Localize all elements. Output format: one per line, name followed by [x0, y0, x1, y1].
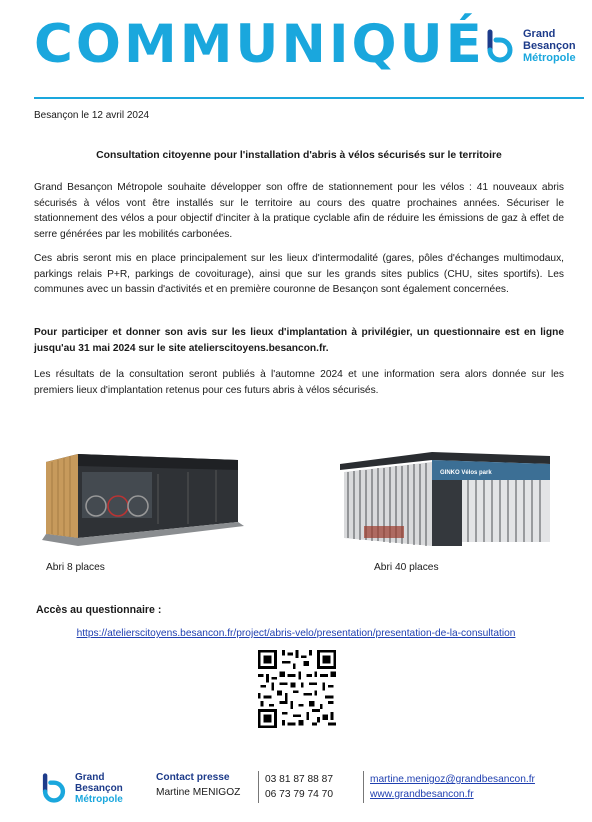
- phone-landline: 03 81 87 88 87: [265, 774, 333, 785]
- logo-line-grand: Grand: [523, 28, 556, 40]
- paragraph-results: Les résultats de la consultation seront publiés à l'automne 2024 et une information sera alors donnée sur les premiers lieux d'implantation retenus pour ces futurs abris à vélos sécurisés.: [34, 369, 564, 396]
- footer-divider: [363, 771, 364, 803]
- paragraph-participation: Pour participer et donner son avis sur les lieux d'implantation à privilégier, un questionnaire est en ligne jusqu'au 31 mai 2024 sur le site atelierscitoyens.besancon.fr.: [34, 327, 564, 354]
- logo-line-metropole: Métropole: [523, 52, 576, 64]
- qr-code-icon: [258, 650, 336, 728]
- caption-shelter-8: Abri 8 places: [46, 562, 105, 573]
- footer-logo-line-grand: Grand: [75, 772, 105, 783]
- b-logo-icon: [38, 772, 70, 804]
- bike-shelter-8-image: [38, 450, 246, 550]
- access-label: Accès au questionnaire :: [36, 604, 162, 616]
- sign-text: GINKO Vélos park: [440, 470, 492, 476]
- phone-numbers: [265, 772, 333, 802]
- b-logo-icon: [482, 28, 518, 64]
- grand-besancon-logo: [482, 26, 576, 70]
- document-title: COMMUNIQUÉ: [34, 14, 485, 75]
- document-date: Besançon le 12 avril 2024: [34, 110, 150, 121]
- contact-press-label: Contact presse: [156, 772, 230, 783]
- contact-links: [370, 772, 535, 802]
- paragraph-locations: Ces abris seront mis en place principalement sur les lieux d'intermodalité (gares, pôles d'échanges multimodaux, parkings relais P+R, parkings de covoiturage), ainsi que sur les grands sites publics (CHU, sites sportifs). Les communes avec un bassin d'activités et en première couronne de Besançon sont également concernées.: [34, 253, 564, 296]
- footer-divider: [258, 771, 259, 803]
- phone-mobile: 06 73 79 74 70: [265, 789, 333, 800]
- document-subject: Consultation citoyenne pour l'installation d'abris à vélos sécurisés sur le territoire: [96, 150, 502, 161]
- footer-logo-line-besancon: Besançon: [75, 783, 123, 794]
- email-link[interactable]: martine.menigoz@grandbesancon.fr: [370, 774, 535, 785]
- bike-shelter-40-image: [336, 446, 556, 554]
- footer-logo: [38, 768, 138, 812]
- logo-line-besancon: Besançon: [523, 40, 576, 52]
- website-link[interactable]: www.grandbesancon.fr: [370, 789, 474, 800]
- paragraph-intro: Grand Besançon Métropole souhaite développer son offre de stationnement pour les vélos : 41 nouveaux abris sécurisés à vélos vont être installés sur le territoire au cours des quatre prochaines années. Sécuriser le stationnement des vélos a pour objectif d'inciter à la pratique cyclable afin de réduire les émissions de gaz à effet de serre générées par les mobilités carbonées.: [34, 182, 564, 240]
- caption-shelter-40: Abri 40 places: [374, 562, 439, 573]
- questionnaire-link[interactable]: https://atelierscitoyens.besancon.fr/project/abris-velo/presentation/presentation-de-la-consultation: [76, 628, 516, 639]
- contact-name: Martine MENIGOZ: [156, 787, 241, 798]
- header-divider: [34, 97, 584, 99]
- footer-logo-line-metropole: Métropole: [75, 794, 123, 805]
